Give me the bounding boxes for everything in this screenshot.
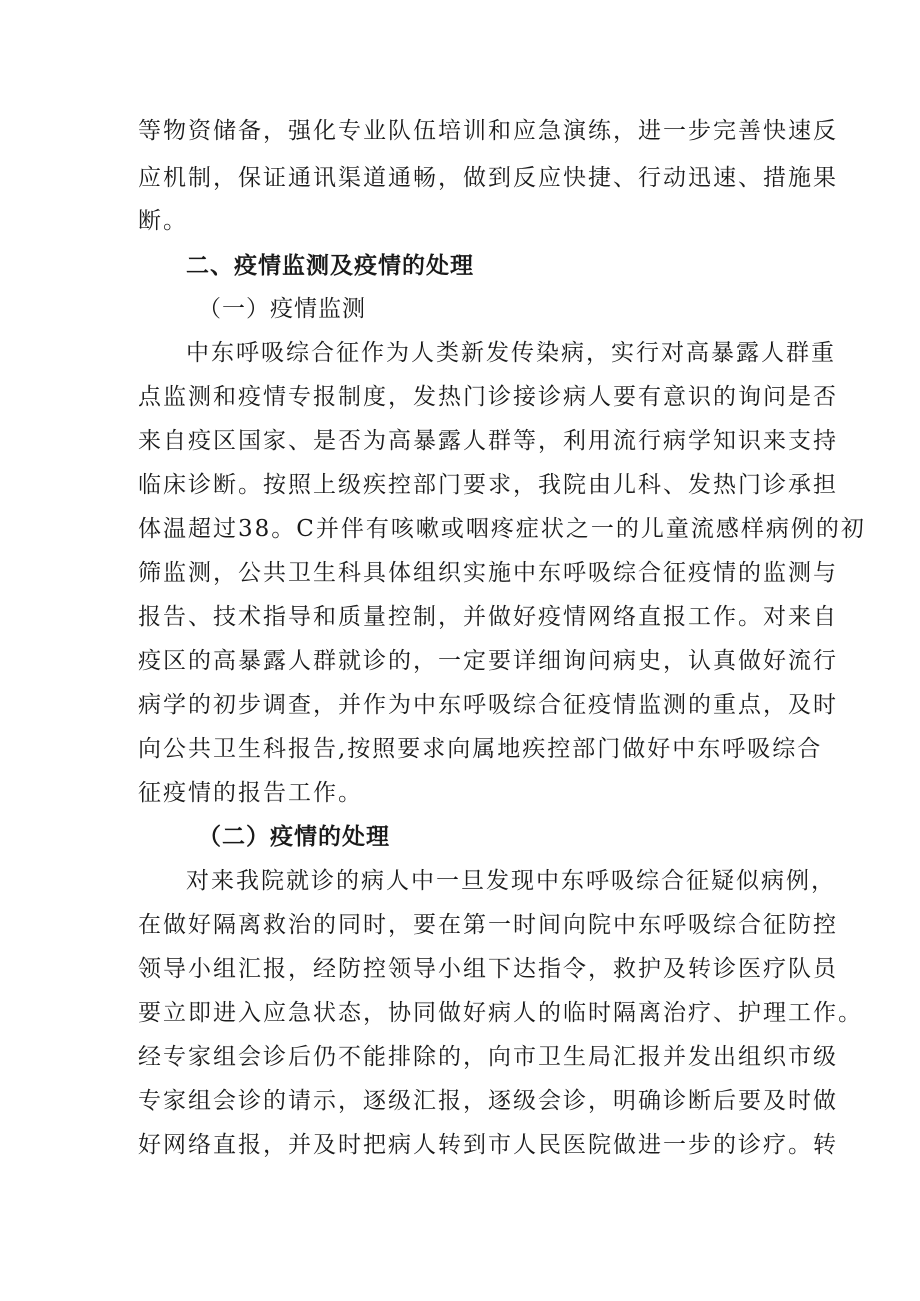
paragraph-line: 在做好隔离救治的同时，要在第一时间向院中东呼吸综合征防控 [138, 912, 838, 938]
paragraph-line: 中东呼吸综合征作为人类新发传染病，实行对高暴露人群重 [186, 340, 836, 366]
paragraph-line: 对来我院就诊的病人中一旦发现中东呼吸综合征疑似病例， [186, 868, 836, 894]
paragraph-line: 筛监测，公共卫生科具体组织实施中东呼吸综合征疫情的监测与 [138, 560, 838, 586]
paragraph-line: 临床诊断。按照上级疾控部门要求，我院由儿科、发热门诊承担 [138, 472, 838, 498]
paragraph-line: 向公共卫生科报告,按照要求向属地疾控部门做好中东呼吸综合 [138, 736, 823, 762]
paragraph-line: 专家组会诊的请示，逐级汇报，逐级会诊，明确诊断后要及时做 [138, 1088, 838, 1114]
paragraph-line: 体温超过38。C并伴有咳嗽或咽疼症状之一的儿童流感样病例的初 [138, 516, 866, 542]
paragraph-line: 要立即进入应急状态，协同做好病人的临时隔离治疗、护理工作。 [138, 1000, 863, 1026]
paragraph-line: 领导小组汇报，经防控领导小组下达指令，救护及转诊医疗队员 [138, 956, 838, 982]
paragraph-line: 点监测和疫情专报制度，发热门诊接诊病人要有意识的询问是否 [138, 384, 838, 410]
section-heading: 二、疫情监测及疫情的处理 [186, 253, 474, 279]
paragraph-line: 好网络直报，并及时把病人转到市人民医院做进一步的诊疗。转 [138, 1132, 838, 1158]
paragraph-line: 等物资储备，强化专业队伍培训和应急演练，进一步完善快速反 [138, 118, 838, 144]
paragraph-line: 断。 [138, 208, 188, 234]
subsection-heading: （一）疫情监测 [198, 296, 366, 322]
paragraph-line: 应机制，保证通讯渠道通畅，做到反应快捷、行动迅速、措施果 [138, 165, 838, 191]
paragraph-line: 来自疫区国家、是否为高暴露人群等，利用流行病学知识来支持 [138, 428, 838, 454]
paragraph-line: 经专家组会诊后仍不能排除的，向市卫生局汇报并发出组织市级 [138, 1044, 838, 1070]
paragraph-line: 征疫情的报告工作。 [138, 780, 363, 806]
subsection-heading: （二）疫情的处理 [198, 824, 390, 850]
paragraph-line: 疫区的高暴露人群就诊的，一定要详细询问病史，认真做好流行 [138, 648, 838, 674]
paragraph-line: 病学的初步调查，并作为中东呼吸综合征疫情监测的重点，及时 [138, 692, 838, 718]
paragraph-line: 报告、技术指导和质量控制，并做好疫情网络直报工作。对来自 [138, 604, 838, 630]
